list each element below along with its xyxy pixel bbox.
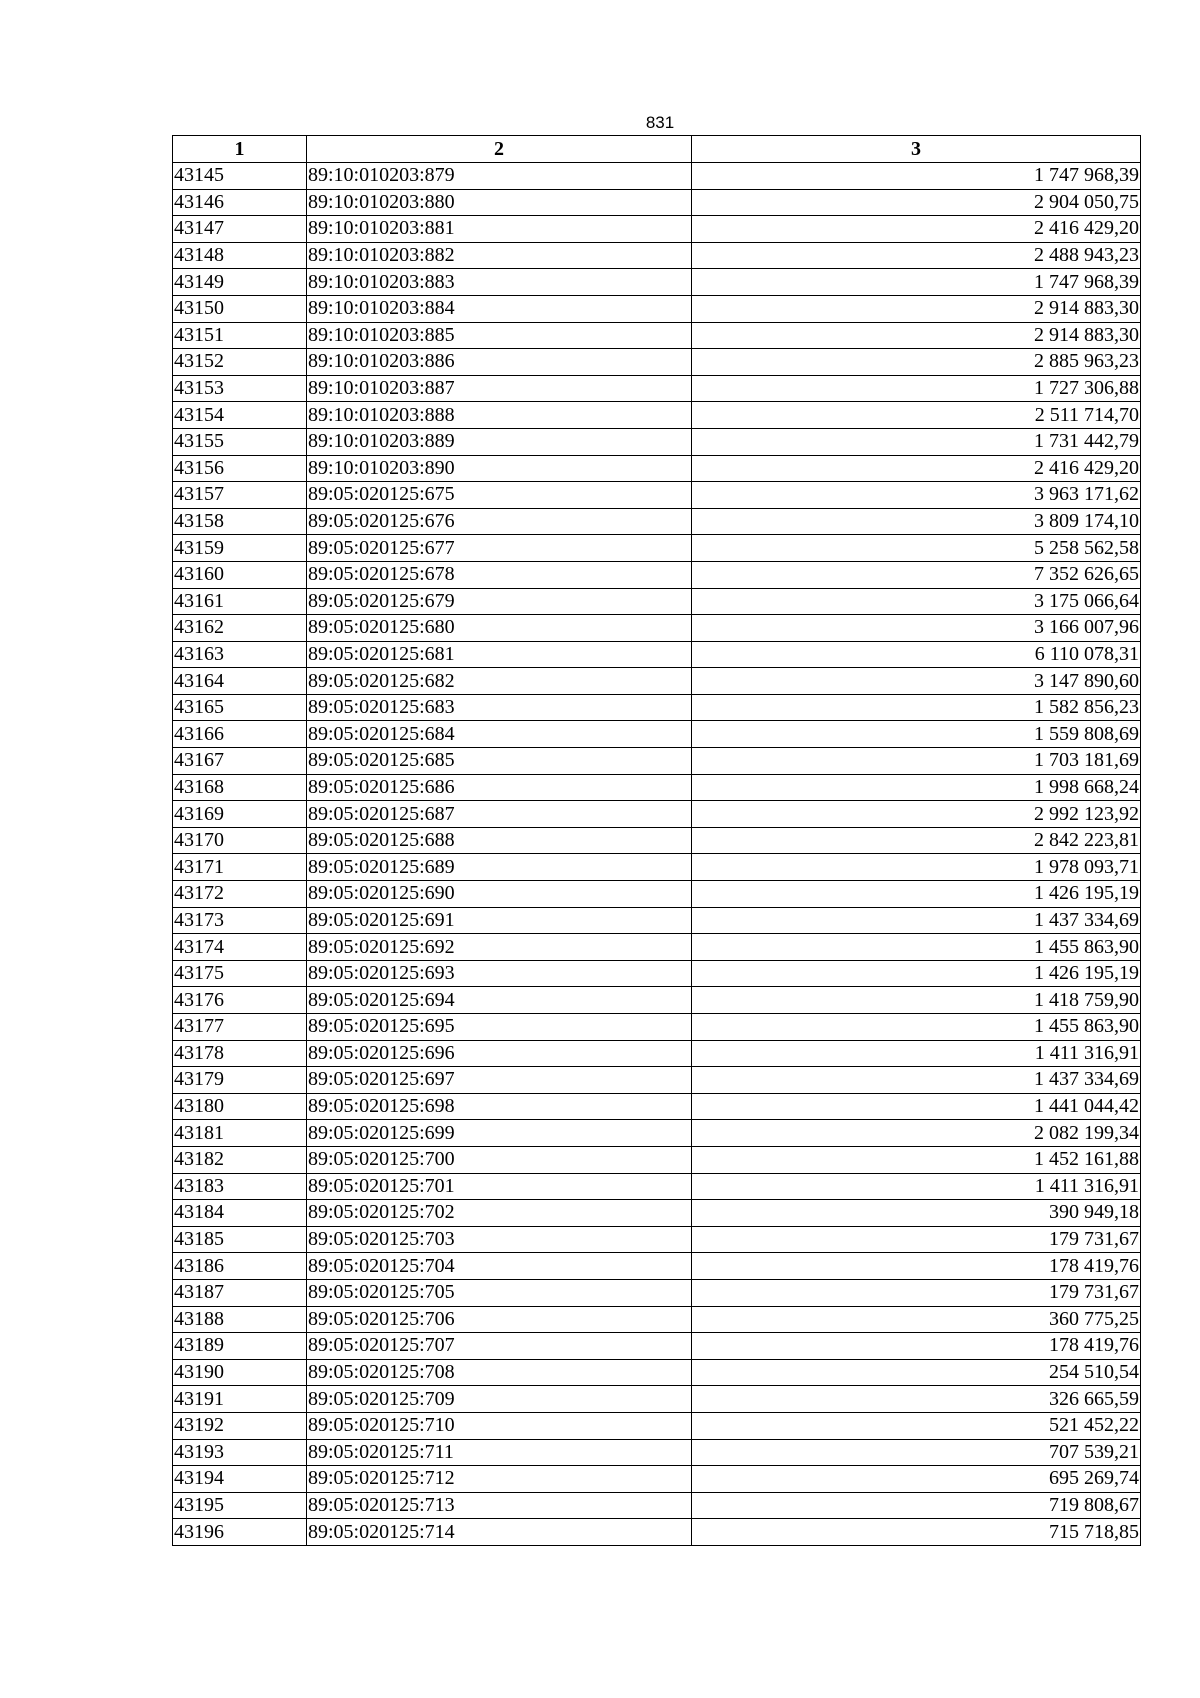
table-row (173, 561, 1141, 588)
value-cell: 695 269,74 (692, 1466, 1141, 1493)
row-number-cell: 43158 (173, 508, 307, 535)
cadastral-number-cell: 89:10:010203:889 (307, 428, 692, 455)
row-number-cell: 43162 (173, 615, 307, 642)
table-row (173, 1173, 1141, 1200)
row-number-cell: 43163 (173, 641, 307, 668)
cadastral-number-cell: 89:05:020125:710 (307, 1412, 692, 1439)
table-row (173, 1040, 1141, 1067)
row-number-cell: 43184 (173, 1200, 307, 1227)
cadastral-number-cell: 89:10:010203:883 (307, 269, 692, 296)
row-number-cell: 43182 (173, 1146, 307, 1173)
table-row (173, 615, 1141, 642)
value-cell: 1 747 968,39 (692, 163, 1141, 190)
cadastral-number-cell: 89:05:020125:694 (307, 987, 692, 1014)
cadastral-number-cell: 89:05:020125:678 (307, 561, 692, 588)
header-row (173, 136, 1141, 163)
table-row (173, 1439, 1141, 1466)
row-number-cell: 43187 (173, 1279, 307, 1306)
cadastral-number-cell: 89:05:020125:684 (307, 721, 692, 748)
table-row (173, 163, 1141, 190)
row-number-cell: 43166 (173, 721, 307, 748)
table-row (173, 1067, 1141, 1094)
value-cell: 1 747 968,39 (692, 269, 1141, 296)
cadastral-number-cell: 89:05:020125:698 (307, 1093, 692, 1120)
cadastral-number-cell: 89:05:020125:704 (307, 1253, 692, 1280)
table-row (173, 482, 1141, 509)
row-number-cell: 43175 (173, 960, 307, 987)
row-number-cell: 43167 (173, 748, 307, 775)
table-row (173, 1120, 1141, 1147)
row-number-cell: 43172 (173, 881, 307, 908)
value-cell: 707 539,21 (692, 1439, 1141, 1466)
value-cell: 1 703 181,69 (692, 748, 1141, 775)
table-row (173, 322, 1141, 349)
table-row (173, 455, 1141, 482)
value-cell: 254 510,54 (692, 1359, 1141, 1386)
row-number-cell: 43155 (173, 428, 307, 455)
row-number-cell: 43179 (173, 1067, 307, 1094)
row-number-cell: 43151 (173, 322, 307, 349)
table-row (173, 748, 1141, 775)
row-number-cell: 43171 (173, 854, 307, 881)
cadastral-number-cell: 89:10:010203:887 (307, 375, 692, 402)
row-number-cell: 43186 (173, 1253, 307, 1280)
cadastral-number-cell: 89:05:020125:700 (307, 1146, 692, 1173)
table-body (173, 163, 1141, 1546)
table-row (173, 960, 1141, 987)
table-row (173, 428, 1141, 455)
value-cell: 178 419,76 (692, 1253, 1141, 1280)
table-row (173, 375, 1141, 402)
cadastral-number-cell: 89:05:020125:681 (307, 641, 692, 668)
row-number-cell: 43169 (173, 801, 307, 828)
table-header (173, 136, 1141, 163)
row-number-cell: 43145 (173, 163, 307, 190)
value-cell: 178 419,76 (692, 1333, 1141, 1360)
value-cell: 3 809 174,10 (692, 508, 1141, 535)
table-row (173, 1226, 1141, 1253)
cadastral-number-cell: 89:05:020125:709 (307, 1386, 692, 1413)
value-cell: 1 418 759,90 (692, 987, 1141, 1014)
cadastral-number-cell: 89:05:020125:677 (307, 535, 692, 562)
table-row (173, 508, 1141, 535)
row-number-cell: 43152 (173, 349, 307, 376)
row-number-cell: 43185 (173, 1226, 307, 1253)
value-cell: 1 452 161,88 (692, 1146, 1141, 1173)
cadastral-number-cell: 89:10:010203:879 (307, 163, 692, 190)
cadastral-number-cell: 89:05:020125:702 (307, 1200, 692, 1227)
value-cell: 1 978 093,71 (692, 854, 1141, 881)
value-cell: 2 511 714,70 (692, 402, 1141, 429)
value-cell: 6 110 078,31 (692, 641, 1141, 668)
cadastral-number-cell: 89:05:020125:682 (307, 668, 692, 695)
table-row (173, 295, 1141, 322)
row-number-cell: 43147 (173, 216, 307, 243)
value-cell: 2 082 199,34 (692, 1120, 1141, 1147)
value-cell: 7 352 626,65 (692, 561, 1141, 588)
row-number-cell: 43183 (173, 1173, 307, 1200)
table-row (173, 854, 1141, 881)
table-row (173, 694, 1141, 721)
row-number-cell: 43153 (173, 375, 307, 402)
row-number-cell: 43194 (173, 1466, 307, 1493)
cadastral-number-cell: 89:05:020125:689 (307, 854, 692, 881)
cadastral-number-cell: 89:05:020125:679 (307, 588, 692, 615)
row-number-cell: 43173 (173, 907, 307, 934)
row-number-cell: 43159 (173, 535, 307, 562)
value-cell: 1 437 334,69 (692, 1067, 1141, 1094)
table-row (173, 1519, 1141, 1546)
table-row (173, 934, 1141, 961)
cadastral-number-cell: 89:10:010203:888 (307, 402, 692, 429)
cadastral-number-cell: 89:10:010203:881 (307, 216, 692, 243)
value-cell: 1 455 863,90 (692, 1014, 1141, 1041)
column-header-1: 1 (173, 136, 307, 163)
cadastral-number-cell: 89:05:020125:703 (307, 1226, 692, 1253)
row-number-cell: 43174 (173, 934, 307, 961)
table-row (173, 535, 1141, 562)
value-cell: 3 166 007,96 (692, 615, 1141, 642)
cadastral-number-cell: 89:05:020125:696 (307, 1040, 692, 1067)
row-number-cell: 43148 (173, 242, 307, 269)
value-cell: 179 731,67 (692, 1279, 1141, 1306)
value-cell: 390 949,18 (692, 1200, 1141, 1227)
value-cell: 2 885 963,23 (692, 349, 1141, 376)
value-cell: 2 904 050,75 (692, 189, 1141, 216)
column-header-3: 3 (692, 136, 1141, 163)
table-row (173, 1466, 1141, 1493)
table-row (173, 1359, 1141, 1386)
value-cell: 1 426 195,19 (692, 960, 1141, 987)
column-header-2: 2 (307, 136, 692, 163)
value-cell: 2 842 223,81 (692, 827, 1141, 854)
table-row (173, 881, 1141, 908)
table-row (173, 1333, 1141, 1360)
table-row (173, 349, 1141, 376)
row-number-cell: 43156 (173, 455, 307, 482)
row-number-cell: 43178 (173, 1040, 307, 1067)
value-cell: 1 727 306,88 (692, 375, 1141, 402)
cadastral-number-cell: 89:05:020125:690 (307, 881, 692, 908)
table-row (173, 189, 1141, 216)
table-row (173, 1412, 1141, 1439)
row-number-cell: 43170 (173, 827, 307, 854)
page-number: 831 (645, 113, 675, 132)
cadastral-number-cell: 89:05:020125:692 (307, 934, 692, 961)
cadastral-number-cell: 89:05:020125:708 (307, 1359, 692, 1386)
table-row (173, 1306, 1141, 1333)
value-cell: 3 147 890,60 (692, 668, 1141, 695)
value-cell: 521 452,22 (692, 1412, 1141, 1439)
value-cell: 2 488 943,23 (692, 242, 1141, 269)
row-number-cell: 43149 (173, 269, 307, 296)
row-number-cell: 43161 (173, 588, 307, 615)
cadastral-number-cell: 89:05:020125:711 (307, 1439, 692, 1466)
cadastral-number-cell: 89:05:020125:676 (307, 508, 692, 535)
row-number-cell: 43165 (173, 694, 307, 721)
table-row (173, 1014, 1141, 1041)
row-number-cell: 43189 (173, 1333, 307, 1360)
value-cell: 2 914 883,30 (692, 295, 1141, 322)
value-cell: 1 582 856,23 (692, 694, 1141, 721)
table-row (173, 1093, 1141, 1120)
cadastral-number-cell: 89:05:020125:697 (307, 1067, 692, 1094)
cadastral-number-cell: 89:05:020125:706 (307, 1306, 692, 1333)
row-number-cell: 43176 (173, 987, 307, 1014)
table-row (173, 801, 1141, 828)
cadastral-number-cell: 89:10:010203:884 (307, 295, 692, 322)
table-row (173, 1279, 1141, 1306)
table-row (173, 987, 1141, 1014)
row-number-cell: 43190 (173, 1359, 307, 1386)
row-number-cell: 43146 (173, 189, 307, 216)
row-number-cell: 43180 (173, 1093, 307, 1120)
row-number-cell: 43177 (173, 1014, 307, 1041)
cadastral-number-cell: 89:05:020125:687 (307, 801, 692, 828)
row-number-cell: 43195 (173, 1492, 307, 1519)
table-row (173, 774, 1141, 801)
cadastral-number-cell: 89:05:020125:693 (307, 960, 692, 987)
value-cell: 1 437 334,69 (692, 907, 1141, 934)
row-number-cell: 43181 (173, 1120, 307, 1147)
value-cell: 326 665,59 (692, 1386, 1141, 1413)
value-cell: 1 411 316,91 (692, 1173, 1141, 1200)
cadastral-number-cell: 89:10:010203:885 (307, 322, 692, 349)
cadastral-number-cell: 89:05:020125:701 (307, 1173, 692, 1200)
table-row (173, 668, 1141, 695)
table-row (173, 402, 1141, 429)
table-row (173, 1200, 1141, 1227)
table-row (173, 721, 1141, 748)
value-cell: 719 808,67 (692, 1492, 1141, 1519)
value-cell: 2 914 883,30 (692, 322, 1141, 349)
row-number-cell: 43192 (173, 1412, 307, 1439)
value-cell: 1 559 808,69 (692, 721, 1141, 748)
table-row (173, 907, 1141, 934)
cadastral-number-cell: 89:10:010203:886 (307, 349, 692, 376)
cadastral-number-cell: 89:05:020125:714 (307, 1519, 692, 1546)
table-row (173, 242, 1141, 269)
table-row (173, 588, 1141, 615)
table-row (173, 216, 1141, 243)
cadastral-number-cell: 89:05:020125:691 (307, 907, 692, 934)
cadastral-number-cell: 89:10:010203:882 (307, 242, 692, 269)
row-number-cell: 43191 (173, 1386, 307, 1413)
row-number-cell: 43168 (173, 774, 307, 801)
value-cell: 1 426 195,19 (692, 881, 1141, 908)
cadastral-number-cell: 89:05:020125:680 (307, 615, 692, 642)
table-row (173, 827, 1141, 854)
cadastral-number-cell: 89:05:020125:685 (307, 748, 692, 775)
value-cell: 2 416 429,20 (692, 455, 1141, 482)
value-cell: 1 455 863,90 (692, 934, 1141, 961)
cadastral-number-cell: 89:05:020125:686 (307, 774, 692, 801)
table-row (173, 641, 1141, 668)
cadastral-number-cell: 89:05:020125:699 (307, 1120, 692, 1147)
value-cell: 360 775,25 (692, 1306, 1141, 1333)
cadastral-number-cell: 89:05:020125:705 (307, 1279, 692, 1306)
data-table (172, 135, 1141, 1546)
table-row (173, 269, 1141, 296)
value-cell: 5 258 562,58 (692, 535, 1141, 562)
value-cell: 3 963 171,62 (692, 482, 1141, 509)
cadastral-number-cell: 89:05:020125:707 (307, 1333, 692, 1360)
cadastral-number-cell: 89:05:020125:675 (307, 482, 692, 509)
value-cell: 2 992 123,92 (692, 801, 1141, 828)
table-row (173, 1253, 1141, 1280)
value-cell: 1 441 044,42 (692, 1093, 1141, 1120)
cadastral-number-cell: 89:10:010203:890 (307, 455, 692, 482)
value-cell: 3 175 066,64 (692, 588, 1141, 615)
table-row (173, 1146, 1141, 1173)
value-cell: 1 731 442,79 (692, 428, 1141, 455)
cadastral-number-cell: 89:05:020125:712 (307, 1466, 692, 1493)
row-number-cell: 43196 (173, 1519, 307, 1546)
value-cell: 715 718,85 (692, 1519, 1141, 1546)
cadastral-number-cell: 89:05:020125:688 (307, 827, 692, 854)
table-row (173, 1492, 1141, 1519)
value-cell: 1 998 668,24 (692, 774, 1141, 801)
row-number-cell: 43193 (173, 1439, 307, 1466)
row-number-cell: 43157 (173, 482, 307, 509)
row-number-cell: 43164 (173, 668, 307, 695)
row-number-cell: 43188 (173, 1306, 307, 1333)
row-number-cell: 43160 (173, 561, 307, 588)
row-number-cell: 43154 (173, 402, 307, 429)
value-cell: 1 411 316,91 (692, 1040, 1141, 1067)
cadastral-number-cell: 89:05:020125:695 (307, 1014, 692, 1041)
cadastral-number-cell: 89:10:010203:880 (307, 189, 692, 216)
cadastral-number-cell: 89:05:020125:683 (307, 694, 692, 721)
value-cell: 179 731,67 (692, 1226, 1141, 1253)
value-cell: 2 416 429,20 (692, 216, 1141, 243)
cadastral-number-cell: 89:05:020125:713 (307, 1492, 692, 1519)
row-number-cell: 43150 (173, 295, 307, 322)
table-row (173, 1386, 1141, 1413)
